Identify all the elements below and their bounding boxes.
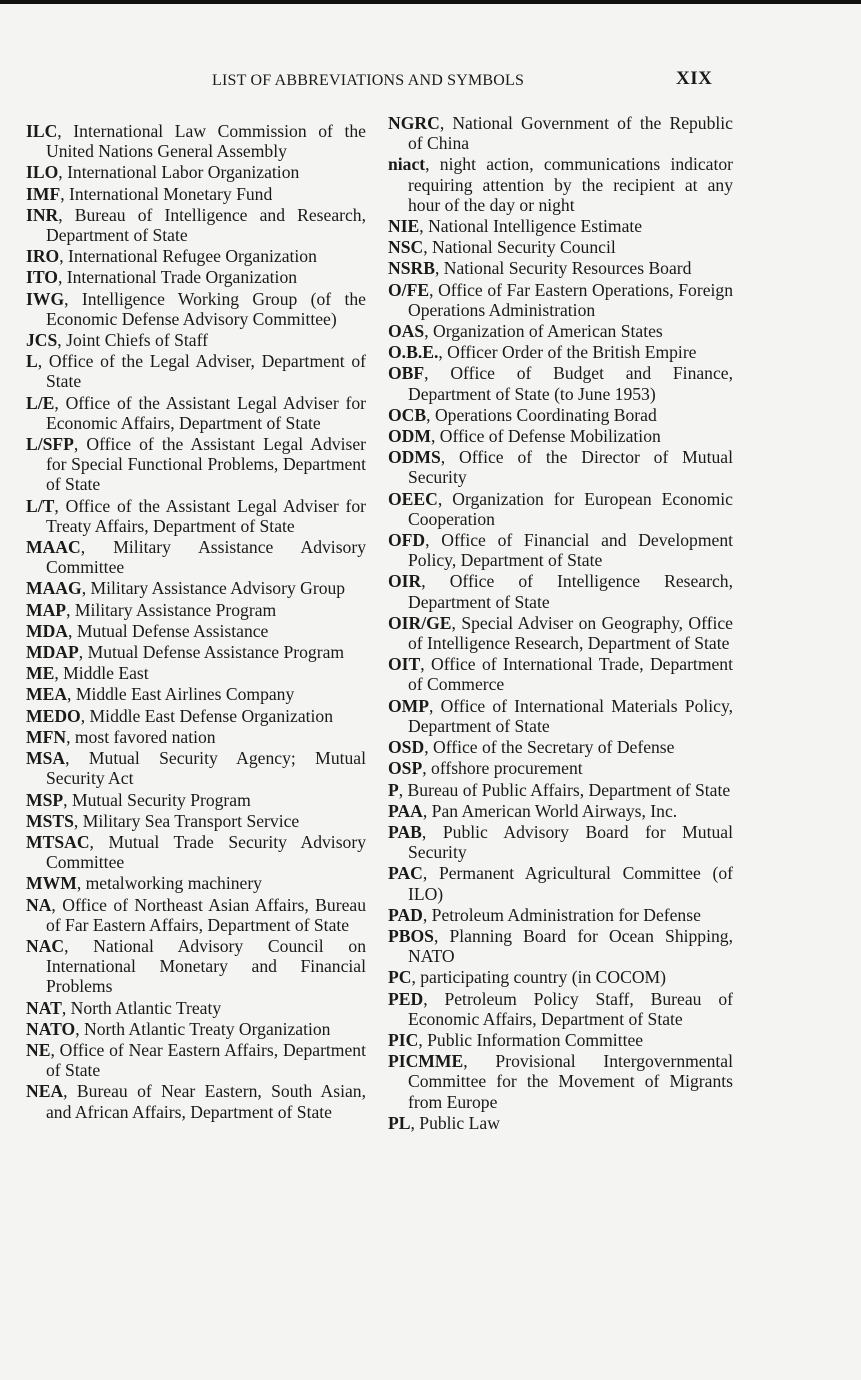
abbreviation-term: PBOS bbox=[388, 925, 434, 946]
abbreviation-entry bbox=[388, 405, 733, 425]
abbreviation-term: PAD bbox=[388, 904, 423, 925]
abbreviation-definition: , Office of International Trade, Department of Commerce bbox=[408, 654, 733, 695]
abbreviation-entry bbox=[26, 289, 366, 329]
abbreviation-entry bbox=[26, 434, 366, 495]
abbreviation-entry bbox=[388, 737, 733, 757]
abbreviation-definition: , Office of the Director of Mutual Security bbox=[408, 447, 733, 488]
abbreviation-entry bbox=[388, 489, 733, 529]
abbreviation-definition: , Military Sea Transport Service bbox=[73, 810, 300, 831]
abbreviation-definition: , Public Advisory Board for Mutual Security bbox=[408, 821, 733, 863]
abbreviation-definition: , Office of the Legal Adviser, Department of State bbox=[37, 351, 366, 392]
left-column bbox=[26, 121, 366, 1123]
abbreviation-entry bbox=[26, 351, 366, 391]
abbreviation-definition: , Office of the Secretary of Defense bbox=[424, 737, 675, 758]
abbreviation-definition: , participating country (in COCOM) bbox=[411, 967, 667, 988]
page-number: XIX bbox=[676, 68, 713, 89]
abbreviation-term: PIC bbox=[388, 1029, 419, 1050]
abbreviation-entry bbox=[26, 205, 366, 245]
abbreviation-term: JCS bbox=[26, 330, 58, 351]
abbreviation-entry bbox=[26, 684, 366, 704]
abbreviation-term: MAAG bbox=[26, 578, 82, 599]
abbreviation-definition: , Middle East bbox=[54, 663, 149, 684]
abbreviation-term: IRO bbox=[26, 246, 60, 267]
abbreviation-definition: , Special Adviser on Geography, Office of Intelligence Research, Department of State bbox=[408, 612, 733, 654]
abbreviation-term: IMF bbox=[26, 183, 61, 204]
abbreviation-entry bbox=[26, 537, 366, 577]
abbreviation-entry bbox=[388, 280, 733, 320]
abbreviation-term: L/T bbox=[26, 495, 55, 516]
abbreviation-entry bbox=[388, 989, 733, 1029]
abbreviation-entry bbox=[388, 967, 733, 987]
abbreviation-entry bbox=[26, 811, 366, 831]
abbreviation-definition: , North Atlantic Treaty Organization bbox=[75, 1018, 331, 1039]
page-header bbox=[0, 68, 861, 92]
abbreviation-definition: , Officer Order of the British Empire bbox=[438, 342, 697, 363]
abbreviation-definition: , International Refugee Organization bbox=[59, 246, 317, 267]
abbreviation-definition: , Pan American World Airways, Inc. bbox=[422, 800, 678, 821]
abbreviation-definition: , Mutual Security Agency; Mutual Security Act bbox=[46, 748, 366, 789]
abbreviation-definition: , metalworking machinery bbox=[76, 873, 262, 894]
abbreviation-term: PED bbox=[388, 988, 424, 1009]
abbreviation-definition: , Office of Near Eastern Affairs, Department of State bbox=[46, 1039, 366, 1081]
abbreviation-entry bbox=[388, 216, 733, 236]
abbreviation-entry bbox=[388, 696, 733, 736]
abbreviation-entry bbox=[26, 998, 366, 1018]
abbreviation-definition: , National Advisory Council on International Monetary and Financial Problems bbox=[46, 935, 366, 997]
abbreviation-term: MSP bbox=[26, 789, 64, 810]
abbreviation-definition: , Office of Far Eastern Operations, Foreign Operations Administration bbox=[408, 279, 733, 320]
abbreviation-term: ODM bbox=[388, 426, 431, 447]
abbreviation-term: OIR bbox=[388, 571, 422, 592]
abbreviation-term: niact bbox=[388, 154, 426, 175]
abbreviation-entry bbox=[388, 1113, 733, 1133]
abbreviation-entry bbox=[26, 496, 366, 536]
abbreviation-definition: , Joint Chiefs of Staff bbox=[57, 330, 208, 351]
abbreviation-definition: , Petroleum Administration for Defense bbox=[422, 904, 701, 925]
abbreviation-entry bbox=[388, 758, 733, 778]
abbreviation-definition: , National Security Council bbox=[423, 237, 616, 258]
abbreviation-definition: , Petroleum Policy Staff, Bureau of Economic Affairs, Department of State bbox=[408, 988, 733, 1029]
abbreviation-term: MEA bbox=[26, 684, 68, 705]
abbreviation-definition: , Office of Defense Mobilization bbox=[431, 426, 661, 447]
abbreviation-term: MSA bbox=[26, 748, 66, 769]
abbreviation-definition: , Mutual Defense Assistance Program bbox=[78, 642, 345, 663]
abbreviation-definition: , Middle East Airlines Company bbox=[67, 684, 295, 705]
abbreviation-term: ME bbox=[26, 663, 55, 684]
abbreviation-definition: , Bureau of Public Affairs, Department of State bbox=[398, 779, 731, 800]
abbreviation-term: NGRC bbox=[388, 113, 440, 133]
abbreviation-definition: , Mutual Trade Security Advisory Committee bbox=[46, 831, 366, 873]
abbreviation-entry bbox=[26, 246, 366, 266]
abbreviation-term: PAB bbox=[388, 821, 422, 842]
abbreviation-entry bbox=[26, 393, 366, 433]
abbreviation-entry bbox=[388, 1030, 733, 1050]
abbreviation-definition: , International Law Commission of the United Nations General Assembly bbox=[46, 121, 366, 162]
abbreviation-definition: , Office of Northeast Asian Affairs, Bureau of Far Eastern Affairs, Department of State bbox=[46, 894, 366, 935]
abbreviation-entry bbox=[26, 663, 366, 683]
abbreviation-entry bbox=[26, 1019, 366, 1039]
abbreviation-term: NSRB bbox=[388, 258, 435, 279]
abbreviation-entry bbox=[26, 895, 366, 935]
abbreviation-entry bbox=[388, 863, 733, 903]
abbreviation-entry bbox=[388, 905, 733, 925]
abbreviation-definition: , Organization of American States bbox=[424, 321, 663, 342]
abbreviation-term: MAAC bbox=[26, 537, 81, 558]
abbreviation-definition: , North Atlantic Treaty bbox=[61, 997, 222, 1018]
abbreviation-entry bbox=[388, 1051, 733, 1112]
abbreviation-entry bbox=[26, 1040, 366, 1080]
abbreviation-entry bbox=[26, 832, 366, 872]
abbreviation-entry bbox=[388, 154, 733, 215]
abbreviation-definition: , Bureau of Intelligence and Research, Department of State bbox=[46, 204, 366, 246]
abbreviation-entry bbox=[26, 121, 366, 161]
abbreviation-term: OSP bbox=[388, 758, 423, 779]
abbreviation-definition: , Intelligence Working Group (of the Economic Defense Advisory Committee) bbox=[46, 288, 366, 329]
abbreviation-definition: , National Security Resources Board bbox=[434, 258, 692, 279]
abbreviation-term: L/E bbox=[26, 392, 55, 413]
abbreviation-definition: , Organization for European Economic Cooperation bbox=[408, 488, 733, 529]
abbreviation-definition: , Bureau of Near Eastern, South Asian, and African Affairs, Department of State bbox=[46, 1081, 366, 1122]
abbreviation-entry bbox=[388, 780, 733, 800]
abbreviation-term: MSTS bbox=[26, 810, 74, 831]
abbreviation-entry bbox=[26, 330, 366, 350]
abbreviation-definition: , Office of Financial and Development Policy, Department of State bbox=[408, 530, 733, 571]
abbreviation-definition: , offshore procurement bbox=[422, 758, 583, 779]
abbreviation-definition: , night action, communications indicator requiring attention by the recipient at any hour of the day or night bbox=[408, 154, 733, 215]
abbreviation-entry bbox=[388, 822, 733, 862]
abbreviation-entry bbox=[26, 267, 366, 287]
abbreviation-entry bbox=[26, 162, 366, 182]
abbreviation-entry bbox=[26, 727, 366, 747]
abbreviation-definition: , Planning Board for Ocean Shipping, NATO bbox=[408, 925, 733, 967]
abbreviation-term: MWM bbox=[26, 873, 77, 894]
abbreviation-entry bbox=[388, 426, 733, 446]
abbreviation-entry bbox=[26, 936, 366, 997]
abbreviation-term: L bbox=[26, 351, 38, 372]
abbreviation-entry bbox=[388, 447, 733, 487]
abbreviation-term: PICMME bbox=[388, 1051, 464, 1072]
abbreviation-term: MDA bbox=[26, 620, 69, 641]
abbreviation-term: PAA bbox=[388, 800, 423, 821]
abbreviation-term: NIE bbox=[388, 216, 420, 237]
abbreviation-entry bbox=[26, 873, 366, 893]
abbreviation-term: OIT bbox=[388, 654, 421, 675]
abbreviation-term: L/SFP bbox=[26, 434, 74, 455]
right-column bbox=[388, 113, 733, 1134]
abbreviation-term: OMP bbox=[388, 695, 430, 716]
abbreviation-term: PAC bbox=[388, 863, 423, 884]
abbreviation-definition: , Military Assistance Advisory Committee bbox=[46, 537, 366, 578]
abbreviation-definition: , Public Law bbox=[410, 1112, 500, 1133]
abbreviation-entry bbox=[26, 1081, 366, 1121]
abbreviation-entry bbox=[26, 600, 366, 620]
abbreviation-term: OEEC bbox=[388, 488, 438, 509]
abbreviation-entry bbox=[26, 748, 366, 788]
abbreviation-term: PC bbox=[388, 967, 412, 988]
abbreviation-term: INR bbox=[26, 204, 59, 225]
abbreviation-entry bbox=[388, 801, 733, 821]
abbreviation-definition: , International Trade Organization bbox=[57, 267, 298, 288]
abbreviation-term: OIR/GE bbox=[388, 612, 452, 633]
abbreviation-entry bbox=[388, 363, 733, 403]
abbreviation-term: OCB bbox=[388, 404, 427, 425]
abbreviation-entry bbox=[388, 926, 733, 966]
abbreviation-definition: , National Government of the Republic of China bbox=[408, 113, 733, 154]
abbreviation-entry bbox=[26, 790, 366, 810]
abbreviation-entry bbox=[388, 654, 733, 694]
abbreviation-term: OFD bbox=[388, 530, 426, 551]
abbreviation-term: MAP bbox=[26, 599, 67, 620]
abbreviation-definition: , Middle East Defense Organization bbox=[80, 705, 334, 726]
abbreviation-term: NATO bbox=[26, 1018, 76, 1039]
abbreviation-definition: , National Intelligence Estimate bbox=[419, 216, 643, 237]
abbreviation-entry bbox=[388, 321, 733, 341]
abbreviation-term: NE bbox=[26, 1039, 51, 1060]
abbreviation-term: NAT bbox=[26, 997, 62, 1018]
running-head: LIST OF ABBREVIATIONS AND SYMBOLS bbox=[212, 72, 525, 89]
abbreviation-term: P bbox=[388, 779, 399, 800]
abbreviation-term: MEDO bbox=[26, 705, 81, 726]
abbreviation-term: NEA bbox=[26, 1081, 64, 1102]
abbreviation-entry bbox=[388, 113, 733, 153]
abbreviation-entry bbox=[388, 237, 733, 257]
abbreviation-definition: , International Labor Organization bbox=[58, 162, 300, 183]
abbreviation-definition: , Office of Intelligence Research, Department of State bbox=[408, 571, 733, 612]
abbreviation-definition: , Operations Coordinating Borad bbox=[426, 404, 657, 425]
abbreviation-definition: , most favored nation bbox=[66, 726, 216, 747]
abbreviation-definition: , Mutual Defense Assistance bbox=[68, 620, 269, 641]
abbreviation-definition: , Mutual Security Program bbox=[63, 789, 251, 810]
abbreviation-definition: , Office of the Assistant Legal Adviser for Treaty Affairs, Department of State bbox=[46, 495, 366, 536]
abbreviation-term: O/FE bbox=[388, 279, 430, 300]
abbreviation-term: O.B.E. bbox=[388, 342, 439, 363]
top-border bbox=[0, 0, 861, 4]
abbreviation-entry bbox=[388, 342, 733, 362]
abbreviation-definition: , Permanent Agricultural Committee (of ILO) bbox=[408, 863, 733, 904]
abbreviation-term: ITO bbox=[26, 267, 58, 288]
abbreviation-definition: , Office of International Materials Policy, Department of State bbox=[408, 695, 733, 736]
abbreviation-term: MDAP bbox=[26, 642, 79, 663]
abbreviation-definition: , International Monetary Fund bbox=[60, 183, 273, 204]
abbreviation-term: OSD bbox=[388, 737, 425, 758]
abbreviation-definition: , Office of the Assistant Legal Adviser for Economic Affairs, Department of State bbox=[46, 392, 366, 433]
abbreviation-term: PL bbox=[388, 1112, 411, 1133]
abbreviation-term: ILC bbox=[26, 121, 58, 141]
abbreviation-term: OBF bbox=[388, 363, 425, 384]
abbreviation-definition: , Provisional Intergovernmental Committee for the Movement of Migrants from Europe bbox=[408, 1051, 733, 1112]
abbreviation-term: OAS bbox=[388, 321, 425, 342]
abbreviation-entry bbox=[388, 258, 733, 278]
abbreviation-term: ODMS bbox=[388, 447, 441, 468]
abbreviation-entry bbox=[26, 578, 366, 598]
abbreviation-entry bbox=[26, 642, 366, 662]
abbreviation-entry bbox=[26, 621, 366, 641]
abbreviation-entry bbox=[388, 530, 733, 570]
abbreviation-term: MTSAC bbox=[26, 831, 90, 852]
abbreviation-term: NA bbox=[26, 894, 52, 915]
abbreviation-term: MFN bbox=[26, 726, 67, 747]
abbreviation-term: NAC bbox=[26, 935, 65, 956]
abbreviation-entry bbox=[388, 571, 733, 611]
abbreviation-definition: , Military Assistance Program bbox=[66, 599, 277, 620]
abbreviation-definition: , Office of the Assistant Legal Adviser for Special Functional Problems, Department of State bbox=[46, 434, 366, 495]
abbreviation-definition: , Public Information Committee bbox=[418, 1029, 644, 1050]
abbreviation-entry bbox=[388, 613, 733, 653]
abbreviation-entry bbox=[26, 706, 366, 726]
abbreviation-definition: , Office of Budget and Finance, Department of State (to June 1953) bbox=[408, 363, 733, 404]
abbreviation-definition: , Military Assistance Advisory Group bbox=[81, 578, 346, 599]
abbreviation-term: NSC bbox=[388, 237, 424, 258]
abbreviation-entry bbox=[26, 184, 366, 204]
abbreviation-term: IWG bbox=[26, 288, 65, 309]
abbreviation-term: ILO bbox=[26, 162, 59, 183]
